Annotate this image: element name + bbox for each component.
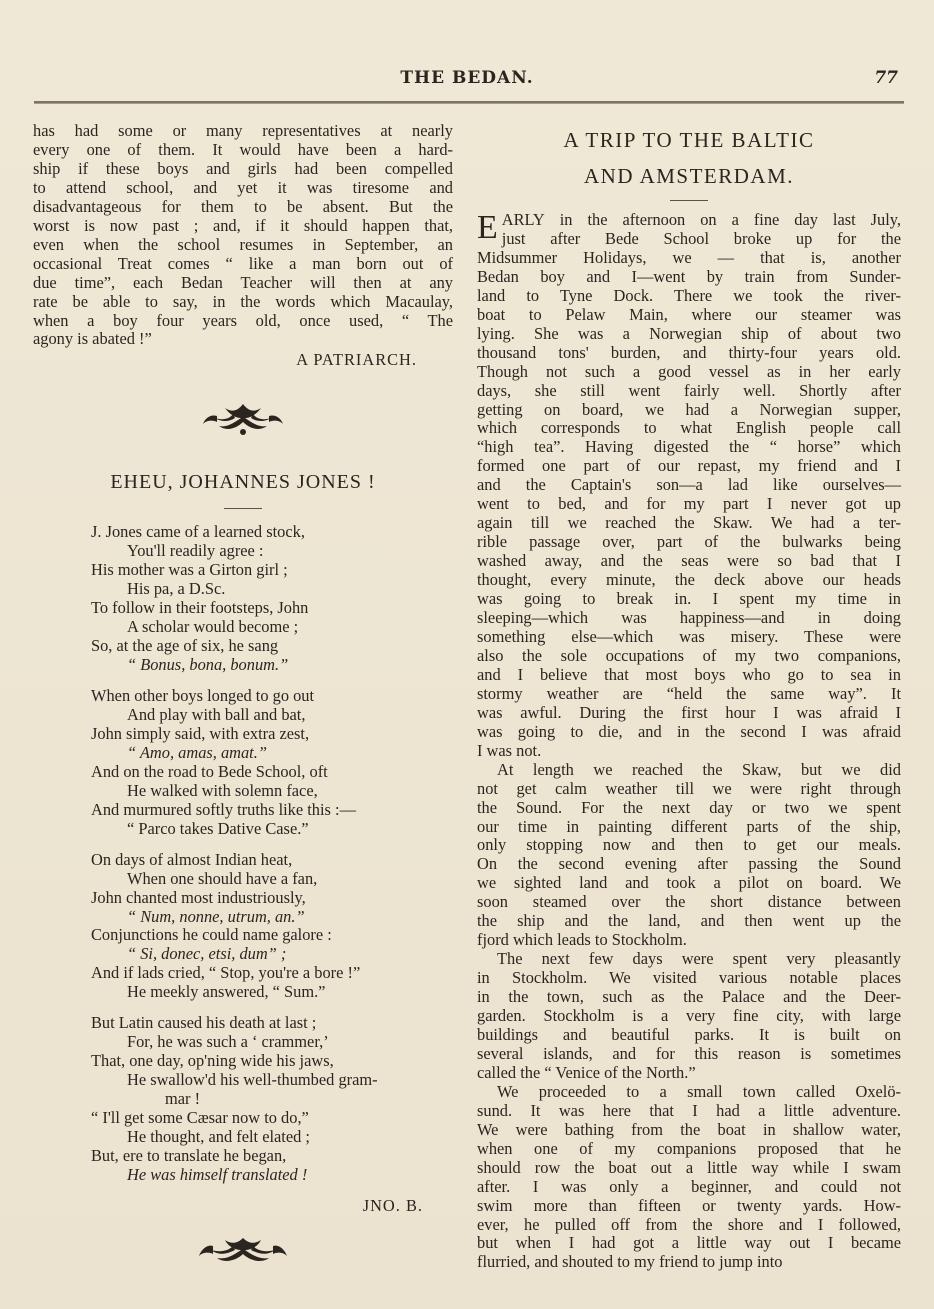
text-line: our time in painting different parts of the ship, [477, 816, 901, 836]
running-header [30, 66, 904, 96]
header-rule [34, 101, 904, 104]
text-line: We were bathing from the boat in shallow water, [477, 1119, 901, 1139]
poem-line: “ Amo, amas, amat.” [127, 742, 267, 762]
text-line: garden. Stockholm is a very fine city, with large [477, 1006, 901, 1026]
text-line: was going to break in. I spent my time in [477, 589, 901, 609]
poem-line: On days of almost Indian heat, [91, 849, 293, 869]
ornament-icon [195, 1230, 291, 1270]
text-line: not get calm weather till we were right through [477, 778, 901, 798]
drop-cap: E [477, 209, 498, 246]
text-line: even when the school resumes in September, an [33, 234, 453, 254]
text-line: was going to die, and in the second I was afraid [477, 721, 901, 741]
text-line: the Sound. For the next day or two we spent [477, 797, 901, 817]
text-line: several islands, and for this reason is sometimes [477, 1043, 901, 1063]
text-line: also the sole occupations of my two companions, [477, 645, 901, 665]
text-line: in Stockholm. We visited various notable places [477, 968, 901, 988]
text-line: when a boy four years old, once used, “ The [33, 310, 453, 330]
poem-line: And play with ball and bat, [127, 704, 306, 724]
text-line: Bedan boy and I—went by train from Sunder- [477, 266, 901, 286]
text-line: due time”, each Bedan Teacher will then at any [33, 272, 453, 292]
poem-line: You'll readily agree : [127, 541, 264, 561]
text-line: fjord which leads to Stockholm. [477, 930, 687, 950]
text-line: we sighted land and took a pilot on board. We [477, 873, 901, 893]
poem-line: And murmured softly truths like this :— [91, 799, 356, 819]
text-line: sleeping—which was happiness—and in doing [477, 608, 901, 628]
text-line: disadvantageous for them to be absent. But the [33, 196, 453, 216]
text-line: and the Captain's son—a lad like ourselves— [477, 475, 901, 495]
text-line: swim more than fifteen or twenty yards. How- [477, 1195, 901, 1215]
poem-line: He thought, and felt elated ; [127, 1126, 310, 1146]
poem-line: “ Bonus, bona, bonum.” [127, 655, 289, 675]
text-line: only stopping now and then to get our meals. [477, 835, 901, 855]
poem-title: EHEU, JOHANNES JONES ! [110, 471, 376, 494]
text-line: thought, every minute, the deck above our heads [477, 570, 901, 590]
text-line: every one of them. It would have been a hard- [33, 139, 453, 159]
text-line: At length we reached the Skaw, but we did [497, 759, 901, 779]
text-line: again till we reached the Skaw. We had a ter- [477, 513, 901, 533]
article-title-line-1: A TRIP TO THE BALTIC [563, 128, 815, 152]
poem-line: To follow in their footsteps, John [91, 598, 309, 618]
poem-line: “ Si, donec, etsi, dum” ; [127, 944, 287, 964]
text-line: in the town, such as the Palace and the Deer- [477, 987, 901, 1007]
text-line: days, she still went fairly well. Shortly after [477, 380, 901, 400]
poem-signature: JNO. B. [362, 1195, 423, 1215]
right-column [477, 122, 901, 1272]
intro-text [33, 122, 453, 349]
text-line: but when I had got a little way out I became [477, 1233, 901, 1253]
text-line: “high tea”. Having digested the “ horse” which [477, 437, 901, 457]
text-line: Midsummer Holidays, we — that is, another [477, 247, 901, 267]
text-line: has had some or many representatives at nearly [33, 121, 453, 140]
article-paragraph [477, 1083, 901, 1273]
article-paragraph [477, 950, 901, 1083]
text-line: The next few days were spent very pleasantly [497, 949, 901, 969]
poem-line: John simply said, with extra zest, [91, 723, 310, 743]
text-line: buildings and beautiful parks. It is built on [477, 1024, 901, 1044]
intro-signature: A PATRIARCH. [296, 350, 417, 370]
poem-line: For, he was such a ‘ crammer,’ [127, 1032, 329, 1052]
poem-line: “ Parco takes Dative Case.” [127, 818, 309, 838]
text-line: Though not such a good vessel as in her early [477, 361, 901, 381]
text-line: just after Bede School broke up for the [501, 228, 901, 248]
text-line: thousand tons' burden, and thirty-four years old. [477, 342, 901, 362]
poem-stanza [91, 687, 453, 839]
poem-line: He walked with solemn face, [127, 780, 318, 800]
poem-line: He was himself translated ! [127, 1164, 308, 1184]
journal-title: THE BEDAN. [400, 68, 534, 88]
text-line: something else—which was misery. These were [477, 626, 901, 646]
text-line: called the “ Venice of the North.” [477, 1062, 696, 1082]
text-line: to attend school, and yet it was tiresome and [33, 177, 453, 197]
text-line: soon steamed over the short distance between [477, 892, 901, 912]
text-line: sund. It was here that I had a little adventure. [477, 1100, 901, 1120]
poem-line: But, ere to translate he began, [91, 1145, 287, 1165]
line-text: in the afternoon on a fine day last July, [544, 210, 901, 229]
text-line: agony is abated !” [33, 329, 152, 349]
poem-line: But Latin caused his death at last ; [91, 1013, 317, 1033]
article-title-line-2: AND AMSTERDAM. [583, 164, 795, 188]
poem-line: So, at the age of six, he sang [91, 636, 279, 656]
poem-line: He meekly answered, “ Sum.” [127, 982, 326, 1002]
poem-line: When one should have a fan, [127, 868, 318, 888]
text-line: I was not. [477, 740, 542, 760]
text-line: getting on board, we had a Norwegian supper, [477, 399, 901, 419]
text-line: ever, he pulled off from the shore and I followed, [477, 1214, 901, 1234]
text-line: after. I was only a beginner, and could not [477, 1176, 901, 1196]
poem-line: John chanted most industriously, [91, 887, 306, 907]
poem-stanza [91, 1014, 453, 1185]
text-line: went to bed, and for my part I never got up [477, 494, 901, 514]
text-line: worst is now past ; and, if it should happen that, [33, 215, 453, 235]
text-line: which corresponds to what English people call [477, 418, 901, 438]
poem-line: A scholar would become ; [127, 617, 299, 637]
poem-line: And if lads cried, “ Stop, you're a bore !” [91, 963, 361, 983]
poem-stanza [91, 523, 453, 675]
text-line: ship if these boys and girls had been compelled [33, 158, 453, 178]
text-line: We proceeded to a small town called Oxelö- [497, 1081, 901, 1101]
lead-word: ARLY [501, 210, 545, 229]
article-body [477, 211, 901, 1272]
text-line: On the second evening after passing the Sound [477, 854, 901, 874]
text-line: rate be able to say, in the words which Macaulay, [33, 291, 453, 311]
text-line: boat to Pelaw Main, where our steamer was [477, 304, 901, 324]
title-rule [224, 508, 262, 509]
text-line: land to Tyne Dock. There we took the river- [477, 285, 901, 305]
text-line: occasional Treat comes “ like a man born out of [33, 253, 453, 273]
poem-line: That, one day, op'ning wide his jaws, [91, 1051, 334, 1071]
text-line: rible passage over, part of the bulwarks being [477, 532, 901, 552]
ornament-icon [197, 398, 289, 440]
poem-line: mar ! [165, 1089, 201, 1109]
text-line [477, 211, 901, 230]
article-paragraph [477, 211, 901, 761]
title-rule [670, 200, 708, 201]
page-number: 77 [874, 68, 898, 88]
text-line: was awful. During the first hour I was afraid I [477, 702, 901, 722]
poem-line: “ I'll get some Cæsar now to do,” [91, 1108, 309, 1128]
poem-line: “ Num, nonne, utrum, an.” [127, 906, 305, 926]
poem-line: His pa, a D.Sc. [127, 579, 226, 599]
poem-line: He swallow'd his well-thumbed gram- [127, 1070, 378, 1090]
text-line: formed one part of our repast, my friend and I [477, 456, 901, 476]
poem-line: His mother was a Girton girl ; [91, 560, 288, 580]
text-line: washed away, and the seas were so bad that I [477, 551, 901, 571]
poem-line: When other boys longed to go out [91, 686, 315, 706]
text-line: lying. She was a Norwegian ship of about two [477, 323, 901, 343]
text-line: and I believe that most boys who go to sea in [477, 664, 901, 684]
text-line: should row the boat out a little way while I swam [477, 1157, 901, 1177]
text-line: the ship and the land, and then went up the [477, 911, 901, 931]
text-line: flurried, and shouted to my friend to jump into [477, 1252, 783, 1272]
left-column [33, 122, 453, 1300]
poem-line: Conjunctions he could name galore : [91, 925, 332, 945]
poem-line: And on the road to Bede School, oft [91, 761, 328, 781]
article-paragraph [477, 761, 901, 951]
poem-line: J. Jones came of a learned stock, [91, 522, 305, 542]
poem-stanza [91, 851, 453, 1003]
text-line: stormy weather are “held the same way”. It [477, 683, 901, 703]
text-line: when one of my companions proposed that he [477, 1138, 901, 1158]
poem-body [33, 523, 453, 1184]
